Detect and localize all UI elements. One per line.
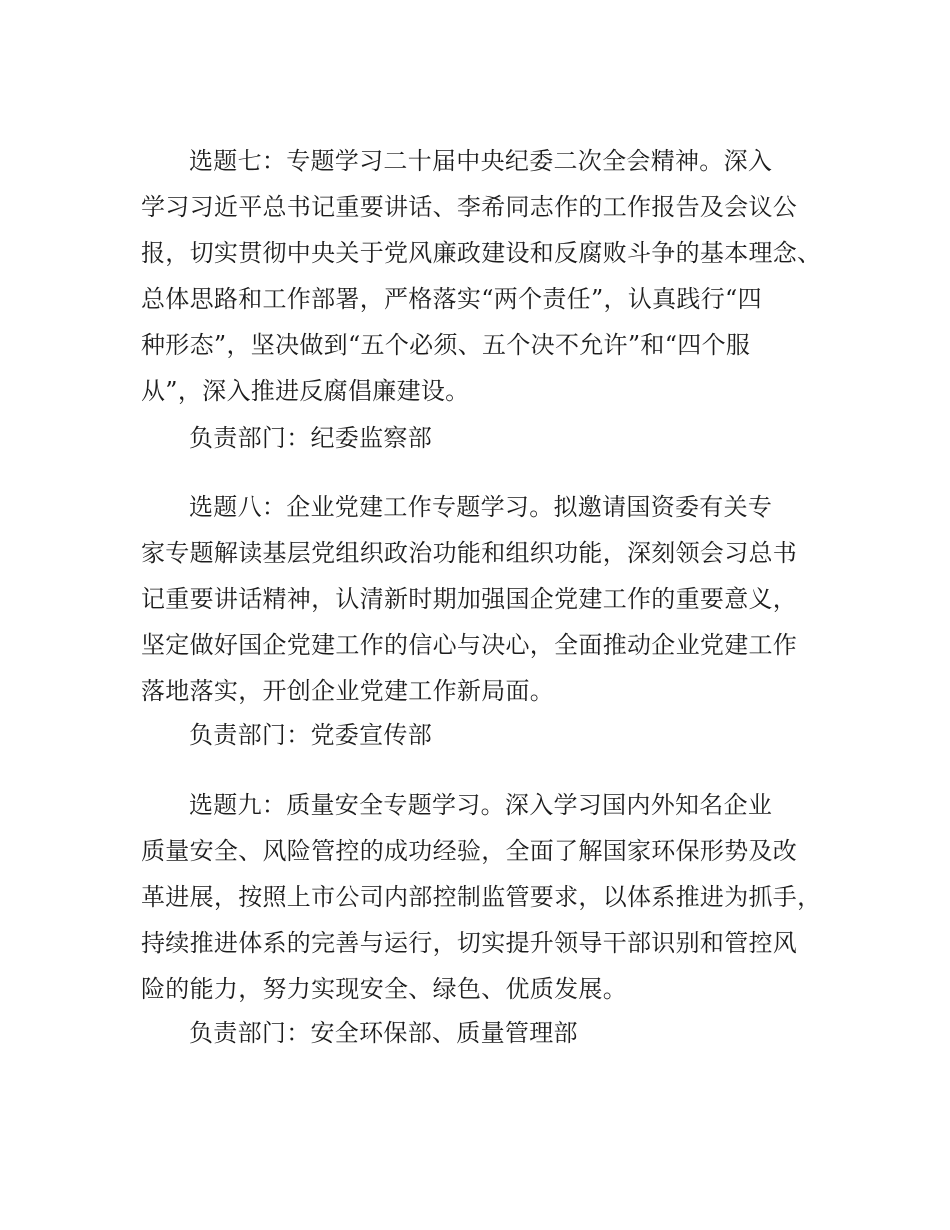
text-line: 负责部门：纪委监察部 xyxy=(189,424,432,452)
text-line: 险的能力，努力实现安全、绿色、优质发展。 xyxy=(141,975,627,1003)
text-line: 选题七：专题学习二十届中央纪委二次全会精神。深入 xyxy=(189,147,773,175)
text-line: 落地落实，开创企业党建工作新局面。 xyxy=(141,677,555,705)
text-line: 报，切实贯彻中央关于党风廉政建设和反腐败斗争的基本理念、 xyxy=(141,239,822,267)
text-line: 选题九：质量安全专题学习。深入学习国内外知名企业 xyxy=(189,791,773,819)
text-line: 坚定做好国企党建工作的信心与决心，全面推动企业党建工作 xyxy=(141,631,798,659)
text-line: 选题八：企业党建工作专题学习。拟邀请国资委有关专 xyxy=(189,493,773,521)
topic-nine-paragraph xyxy=(141,782,822,1012)
text-line: 种形态”，坚决做到“五个必须、五个决不允许”和“四个服 xyxy=(141,331,751,359)
text-line: 学习习近平总书记重要讲话、李希同志作的工作报告及会议公 xyxy=(141,193,798,221)
text-line: 持续推进体系的完善与运行，切实提升领导干部识别和管控风 xyxy=(141,929,798,957)
text-line: 负责部门：党委宣传部 xyxy=(189,721,432,749)
responsible-department-eight xyxy=(141,712,813,758)
topic-seven-paragraph xyxy=(141,138,822,414)
text-line: 家专题解读基层党组织政治功能和组织功能，深刻领会习总书 xyxy=(141,539,798,567)
text-line: 负责部门：安全环保部、质量管理部 xyxy=(189,1019,578,1047)
responsible-department-nine xyxy=(141,1010,813,1056)
text-line: 革进展，按照上市公司内部控制监管要求，以体系推进为抓手， xyxy=(141,883,822,911)
text-line: 质量安全、风险管控的成功经验，全面了解国家环保形势及改 xyxy=(141,837,798,865)
text-line: 总体思路和工作部署，严格落实“两个责任”，认真践行“四 xyxy=(141,285,762,313)
topic-eight-paragraph xyxy=(141,484,813,714)
responsible-department-seven xyxy=(141,415,813,461)
text-line: 记重要讲话精神，认清新时期加强国企党建工作的重要意义， xyxy=(141,585,798,613)
text-line: 从”，深入推进反腐倡廉建设。 xyxy=(141,377,470,405)
